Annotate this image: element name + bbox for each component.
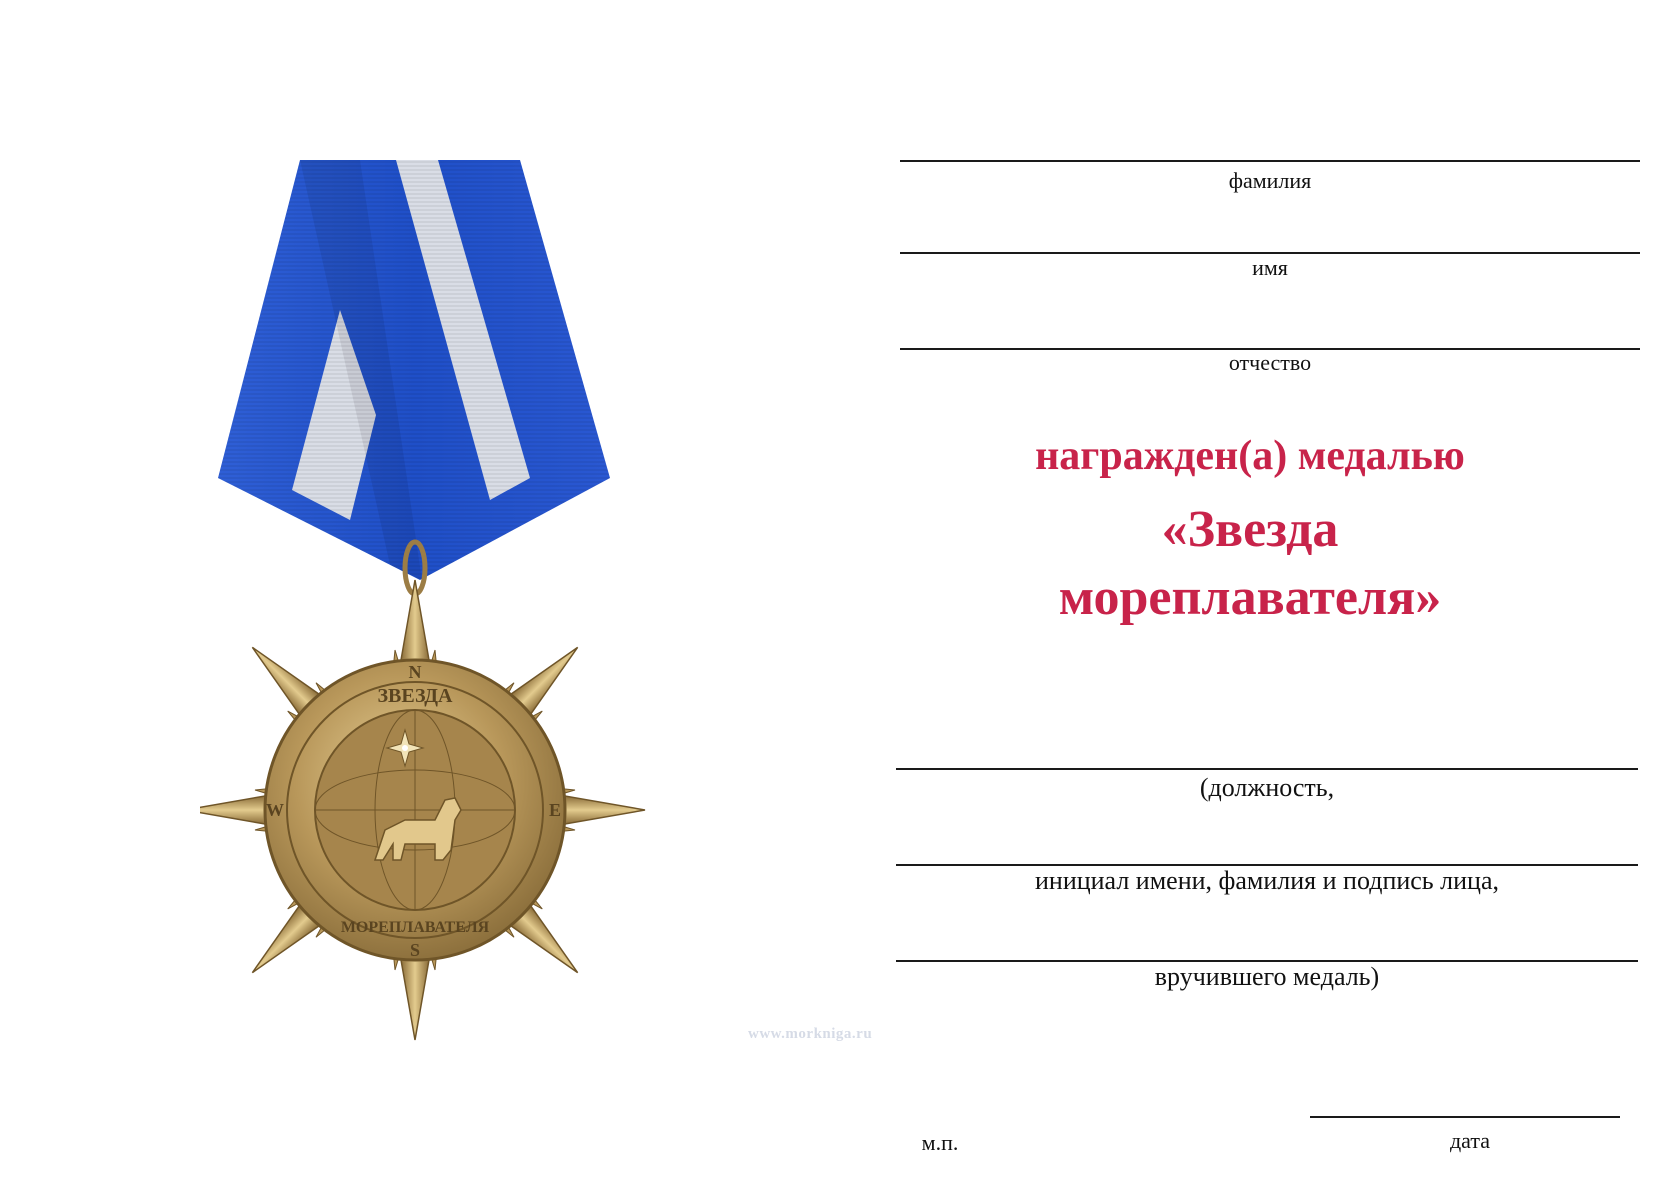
position-label: (должность, — [1199, 773, 1335, 802]
medal-illustration — [200, 160, 680, 1110]
ribbon — [218, 160, 610, 580]
position-line[interactable] — [896, 768, 1638, 770]
date-label: дата — [1449, 1128, 1491, 1153]
initials-label: инициал имени, фамилия и подпись лица, — [1034, 866, 1500, 895]
star-medal-icon — [200, 160, 680, 1110]
award-heading: награжден(а) медалью — [1035, 433, 1465, 479]
medal-compass-w: W — [266, 800, 284, 820]
award-title-line1: «Звезда — [1161, 501, 1339, 558]
presenter-label: вручившего медаль) — [1154, 962, 1380, 991]
medal-ring-top: ЗВЕЗДА — [377, 685, 453, 707]
surname-line[interactable] — [900, 160, 1640, 162]
date-line[interactable] — [1310, 1116, 1620, 1118]
watermark: www.morkniga.ru — [748, 1026, 873, 1042]
name-line[interactable] — [900, 252, 1640, 254]
award-title-line2: мореплавателя» — [1058, 569, 1442, 626]
stamp-label: м.п. — [921, 1130, 959, 1155]
medal-compass-e: E — [548, 800, 562, 820]
medal-ring-bottom: МОРЕПЛАВАТЕЛЯ — [340, 919, 490, 936]
name-label: имя — [1252, 255, 1288, 280]
patronymic-label: отчество — [1228, 350, 1312, 375]
medal-compass-n: N — [408, 662, 422, 682]
surname-label: фамилия — [1228, 168, 1312, 193]
medal-disc — [265, 660, 565, 960]
medal-compass-s: S — [409, 940, 421, 960]
